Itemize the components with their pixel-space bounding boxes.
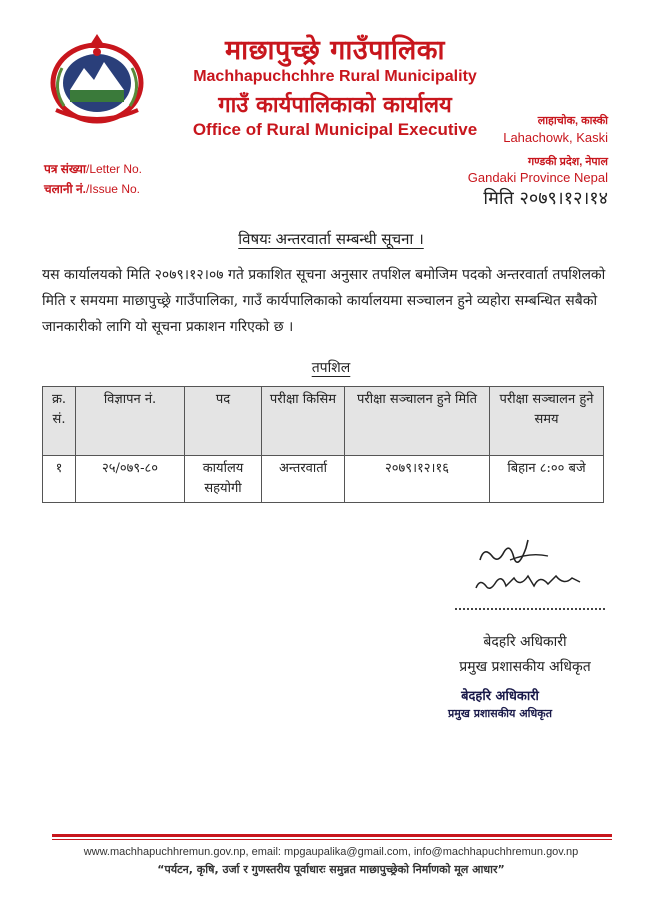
signature-dotted-line (455, 608, 605, 610)
letter-date: मिति २०७९।१२।१४ (483, 188, 608, 209)
table-title: तपशिल (311, 360, 351, 376)
municipality-name-nepali: माछापुच्छ्रे गाउँपालिका (224, 35, 445, 66)
stamp-name: बेदहरि अधिकारी (461, 689, 539, 704)
address-nepali: लाहाचोक, कास्की (537, 115, 608, 127)
footer-contact: www.machhapuchhremun.gov.np, email: mpgaupalika@gmail.com, info@machhapuchhremun.gov.np (83, 846, 579, 858)
issue-number-np: चलानी नं. (44, 182, 86, 196)
cell-post: कार्यालय सहयोगी (185, 456, 262, 503)
footer-motto: “पर्यटन, कृषि, उर्जा र गुणस्तरीय पूर्वाधारः समुन्नत माछापुच्छ्रेको निर्माणको मूल आधार” (157, 863, 505, 876)
cell-exam-type: अन्तरवार्ता (262, 456, 345, 503)
col-post: पद (185, 387, 262, 456)
letter-number-en: /Letter No. (85, 162, 143, 176)
schedule-table (42, 386, 604, 503)
footer-divider-thin (52, 839, 612, 840)
subject-line (0, 229, 662, 249)
municipality-name-english: Machhapuchchhre Rural Municipality (193, 68, 477, 85)
province-nepali: गण्डकी प्रदेश, नेपाल (527, 156, 608, 168)
notice-body: यस कार्यालयको मिति २०७९।१२।०७ गते प्रकाशित सूचना अनुसार तपशिल बमोजिम पदको अन्तरवार्ता तपशिलको मिति र समयमा माछापुच्छ्रे गाउँपालिका, गाउँ कार्यपालिकाको कार्यालयमा सञ्चालन हुने व्यहोरा सम्बन्धित सबैको जानकारीको लागि यो सूचना प्रकाशन गरिएको छ । (42, 267, 606, 335)
stamp-post: प्रमुख प्रशासकीय अधिकृत (448, 707, 552, 720)
handwritten-signature (470, 530, 590, 600)
col-exam-type: परीक्षा किसिम (262, 387, 345, 456)
col-serial: क्र. सं. (43, 387, 76, 456)
province-english: Gandaki Province Nepal (467, 170, 608, 185)
footer-divider (52, 834, 612, 837)
cell-advertisement-no: २५/०७९-८० (76, 456, 185, 503)
table-header-row (43, 387, 604, 456)
signatory-post: प्रमुख प्रशासकीय अधिकृत (459, 659, 591, 675)
nepal-emblem-icon (42, 28, 152, 128)
office-name-english: Office of Rural Municipal Executive (192, 120, 478, 139)
cell-exam-date: २०७९।१२।१६ (345, 456, 490, 503)
col-advertisement-no: विज्ञापन नं. (76, 387, 185, 456)
address-english: Lahachowk, Kaski (503, 130, 608, 145)
issue-number-label (44, 180, 140, 197)
office-name-nepali: गाउँ कार्यपालिकाको कार्यालय (218, 93, 452, 118)
signatory-name: बेदहरि अधिकारी (483, 634, 567, 650)
subject-text: विषयः अन्तरवार्ता सम्बन्धी सूचना । (238, 230, 424, 248)
letter-number-np: पत्र संख्या (44, 162, 86, 176)
cell-serial: १ (43, 456, 76, 503)
issue-number-en: /Issue No. (85, 182, 140, 196)
table-row (43, 456, 604, 503)
letter-number-label (44, 160, 142, 177)
col-exam-time: परीक्षा सञ्चालन हुने समय (490, 387, 604, 456)
col-exam-date: परीक्षा सञ्चालन हुने मिति (345, 387, 490, 456)
cell-exam-time: बिहान ८:०० बजे (490, 456, 604, 503)
